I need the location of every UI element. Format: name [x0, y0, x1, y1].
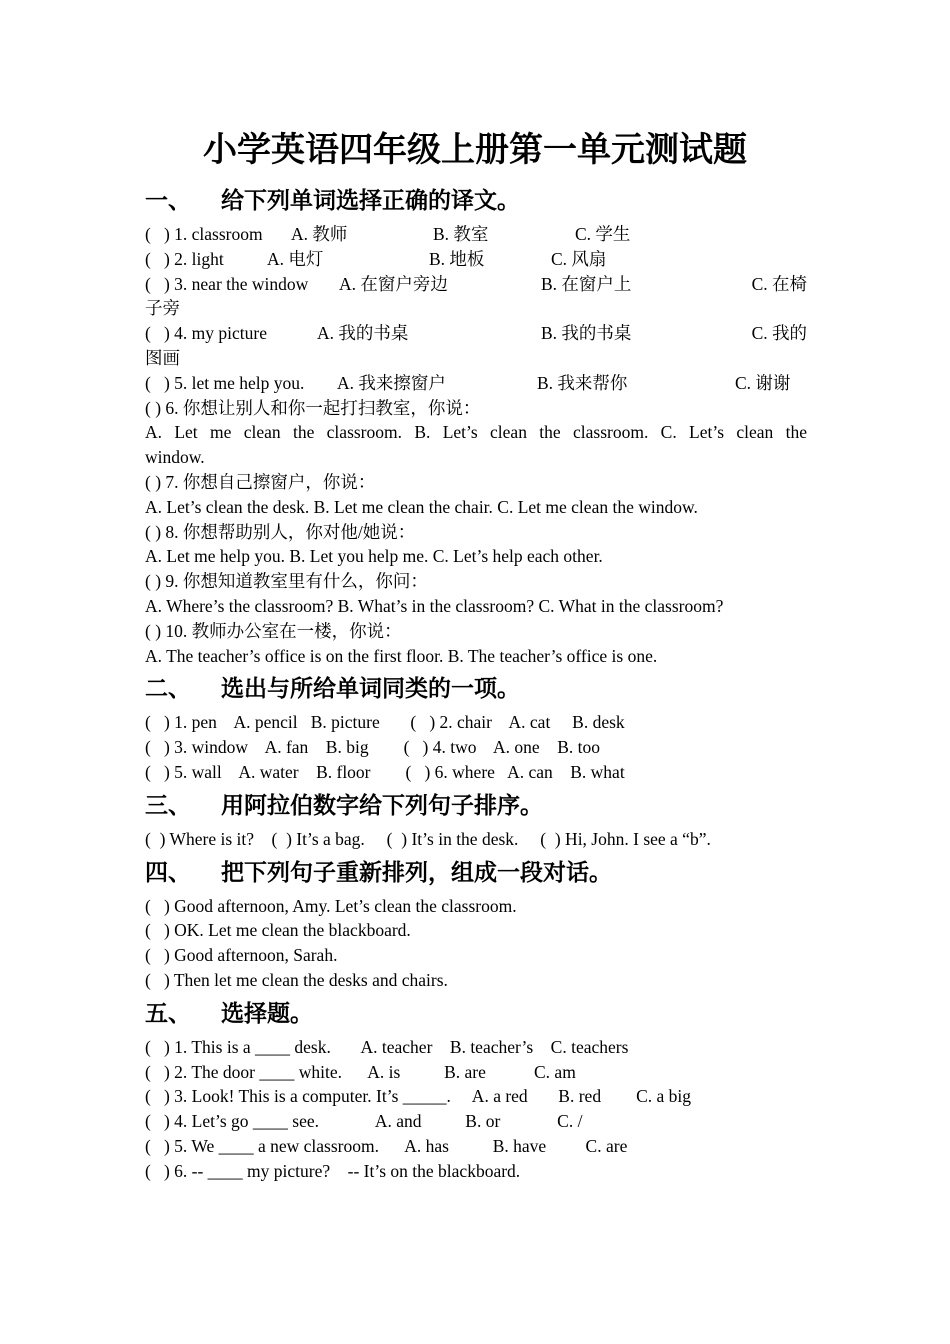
- option-b: B. 我来帮你: [537, 372, 628, 393]
- option-c: C. 风扇: [551, 248, 607, 269]
- question-text: ( ) 4. my picture: [145, 323, 267, 344]
- question-line: [145, 760, 807, 785]
- dialogue-text: ( ) OK. Let me clean the blackboard.: [145, 920, 411, 941]
- question-text: ( ) 4. Let’s go ____ see. A. and B. or C. /: [145, 1111, 583, 1132]
- option-b: B. 地板: [429, 248, 485, 269]
- section-number: 二、: [145, 676, 191, 703]
- question-text: ( ) 7. 你想自己擦窗户，你说：: [145, 471, 376, 492]
- dialogue-line: [145, 894, 807, 919]
- question-text: ( ) 3. near the window: [145, 273, 309, 294]
- question-line: [145, 1159, 807, 1184]
- question-text: ( ) 5. wall A. water B. floor ( ) 6. where A. can B. what: [145, 761, 625, 782]
- option-c: C. 我的: [751, 323, 807, 344]
- question-text: ( ) 6. 你想让别人和你一起打扫教室，你说：: [145, 397, 481, 418]
- section-title: 选择题。: [221, 1000, 313, 1027]
- question-line: [145, 371, 807, 396]
- question-text: ( ) 9. 你想知道教室里有什么，你问：: [145, 571, 428, 592]
- question-line: [145, 1035, 807, 1060]
- section-title: 把下列句子重新排列，组成一段对话。: [221, 859, 612, 886]
- option-c: C. 学生: [575, 224, 631, 244]
- question-line: [145, 827, 807, 852]
- question-line-continuation: 子旁: [145, 298, 180, 319]
- question-text: ( ) 5. We ____ a new classroom. A. has B. have C. are: [145, 1135, 628, 1156]
- section-4-heading: [145, 858, 807, 888]
- question-options: A. The teacher’s office is on the first floor. B. The teacher’s office is one.: [145, 645, 658, 666]
- dialogue-text: ( ) Then let me clean the desks and chairs.: [145, 969, 448, 990]
- option-a: A. 我来擦窗户: [337, 372, 446, 393]
- section-number: 四、: [145, 859, 191, 886]
- section-title: 用阿拉伯数字给下列句子排序。: [221, 792, 543, 819]
- question-line: [145, 272, 807, 297]
- question-text: ( ) Where is it? ( ) It’s a bag. ( ) It’s in the desk. ( ) Hi, John. I see a “b”.: [145, 828, 711, 849]
- question-text: ( ) 6. -- ____ my picture? -- It’s on the blackboard.: [145, 1160, 521, 1181]
- worksheet-content: [145, 180, 807, 1184]
- question-line: [145, 1084, 807, 1109]
- question-line: [145, 1109, 807, 1134]
- section-2-heading: [145, 674, 807, 704]
- question-options: A. Let me help you. B. Let you help me. C. Let’s help each other.: [145, 546, 603, 567]
- dialogue-line: [145, 968, 807, 993]
- dialogue-text: ( ) Good afternoon, Amy. Let’s clean the classroom.: [145, 895, 517, 916]
- question-text: ( ) 5. let me help you.: [145, 372, 305, 393]
- question-text: ( ) 1. pen A. pencil B. picture ( ) 2. chair A. cat B. desk: [145, 712, 625, 733]
- dialogue-line: [145, 943, 807, 968]
- section-number: 三、: [145, 792, 191, 819]
- section-1-heading: [145, 186, 807, 216]
- option-c: C. 在椅: [751, 273, 807, 294]
- option-a: A. 电灯: [267, 248, 324, 269]
- question-text: ( ) 3. Look! This is a computer. It’s _____. A. a red B. red C. a big: [145, 1086, 691, 1107]
- question-line: [145, 735, 807, 760]
- option-b: B. 教室: [433, 224, 489, 244]
- question-text: ( ) 3. window A. fan B. big ( ) 4. two A. one B. too: [145, 737, 600, 758]
- section-title: 给下列单词选择正确的译文。: [221, 188, 520, 214]
- question-options-continuation: window.: [145, 447, 205, 468]
- question-options: A. Let me clean the classroom. B. Let’s clean the classroom. C. Let’s clean the: [145, 422, 807, 443]
- dialogue-text: ( ) Good afternoon, Sarah.: [145, 945, 338, 966]
- option-a: A. 我的书桌: [317, 323, 409, 344]
- dialogue-line: [145, 918, 807, 943]
- question-options: A. Where’s the classroom? B. What’s in the classroom? C. What in the classroom?: [145, 595, 724, 616]
- section-number: 五、: [145, 1000, 191, 1027]
- question-options: A. Let’s clean the desk. B. Let me clean the chair. C. Let me clean the window.: [145, 496, 698, 517]
- question-text: ( ) 1. This is a ____ desk. A. teacher B. teacher’s C. teachers: [145, 1036, 629, 1057]
- question-line: [145, 321, 807, 346]
- section-title: 选出与所给单词同类的一项。: [221, 676, 520, 703]
- option-a: A. 在窗户旁边: [339, 273, 448, 294]
- section-5-heading: [145, 999, 807, 1029]
- option-c: C. 谢谢: [735, 372, 791, 393]
- question-line: [145, 247, 807, 272]
- section-3-heading: [145, 791, 807, 821]
- option-b: B. 在窗户上: [541, 273, 632, 294]
- question-line: [145, 222, 807, 247]
- page-title: 小学英语四年级上册第一单元测试题: [203, 130, 747, 170]
- question-line-continuation: 图画: [145, 347, 180, 368]
- question-text: ( ) 2. light: [145, 248, 224, 269]
- question-text: ( ) 8. 你想帮助别人，你对他/她说：: [145, 521, 416, 542]
- option-a: A. 教师: [291, 224, 348, 244]
- question-line: [145, 710, 807, 735]
- question-line: [145, 1134, 807, 1159]
- question-text: ( ) 2. The door ____ white. A. is B. are C. am: [145, 1061, 576, 1082]
- question-text: ( ) 1. classroom: [145, 224, 263, 244]
- question-text: ( ) 10. 教师办公室在一楼，你说：: [145, 620, 402, 641]
- section-number: 一、: [145, 188, 191, 214]
- option-b: B. 我的书桌: [541, 323, 632, 344]
- question-line: [145, 1060, 807, 1085]
